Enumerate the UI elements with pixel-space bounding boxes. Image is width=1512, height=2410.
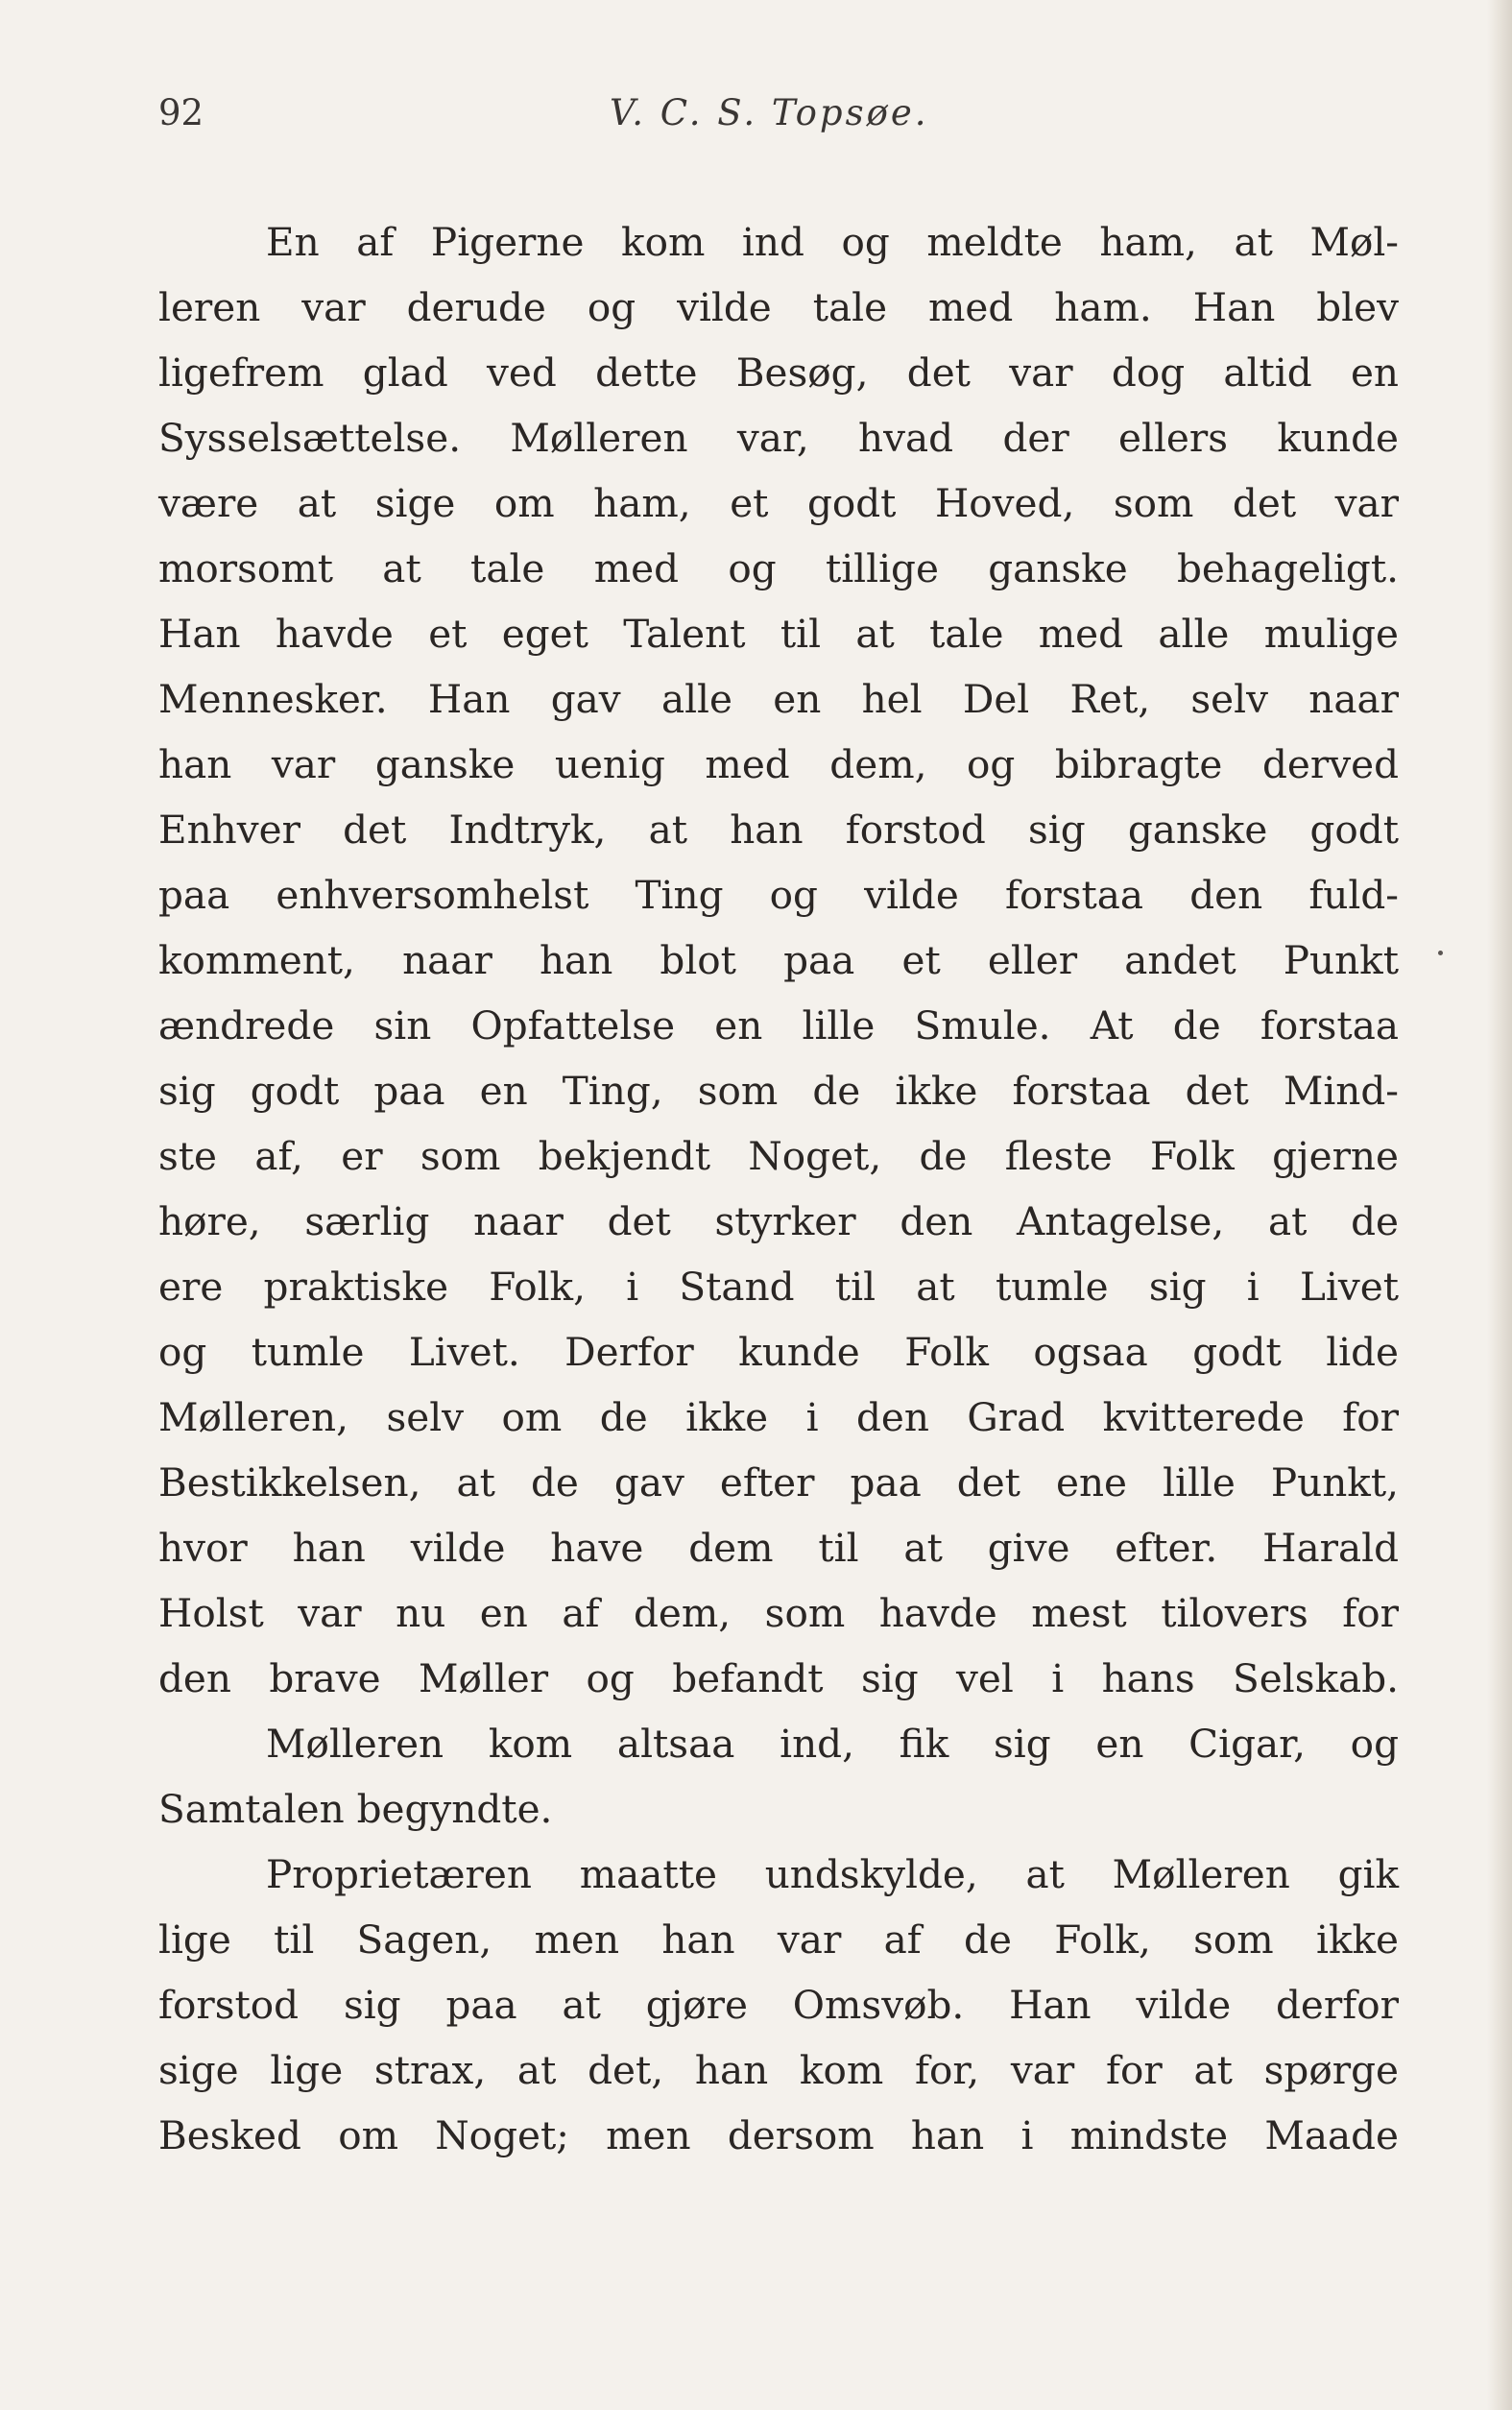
text-line: komment, naar han blot paa et eller andet Punkt	[158, 937, 1399, 983]
text-line: forstod sig paa at gjøre Omsvøb. Han vilde derfor	[158, 1982, 1399, 2028]
running-head: V. C. S. Topsøe.	[610, 92, 929, 133]
text-line: han var ganske uenig med dem, og bibragte derved	[158, 741, 1399, 787]
text-line: leren var derude og vilde tale med ham. Han blev	[158, 284, 1399, 330]
text-line: lige til Sagen, men han var af de Folk, som ikke	[158, 1916, 1399, 1963]
text-line: morsomt at tale med og tillige ganske behageligt.	[158, 545, 1399, 591]
text-line: den brave Møller og befandt sig vel i hans Selskab.	[158, 1655, 1399, 1701]
text-line: Proprietæren maatte undskylde, at Mølleren gik	[266, 1851, 1399, 1897]
text-line: Sysselsættelse. Mølleren var, hvad der ellers kunde	[158, 415, 1399, 461]
text-line: ændrede sin Opfattelse en lille Smule. At de forstaa	[158, 1002, 1399, 1048]
page-number: 92	[158, 92, 204, 133]
text-line: og tumle Livet. Derfor kunde Folk ogsaa godt lide	[158, 1329, 1399, 1375]
text-line: være at sige om ham, et godt Hoved, som det var	[158, 480, 1399, 526]
text-line: ere praktiske Folk, i Stand til at tumle sig i Livet	[158, 1264, 1399, 1310]
text-line: Bestikkelsen, at de gav efter paa det ene lille Punkt,	[158, 1459, 1399, 1506]
text-line: paa enhversomhelst Ting og vilde forstaa den fuld-	[158, 872, 1399, 918]
text-line: sig godt paa en Ting, som de ikke forstaa det Mind-	[158, 1068, 1399, 1114]
body-text	[158, 209, 1399, 2168]
text-line: Samtalen begyndte.	[158, 1786, 553, 1832]
text-line: En af Pigerne kom ind og meldte ham, at Møl-	[266, 219, 1399, 265]
text-line: Mølleren, selv om de ikke i den Grad kvitterede for	[158, 1394, 1399, 1440]
text-line: hvor han vilde have dem til at give efter. Harald	[158, 1525, 1399, 1571]
text-line: Han havde et eget Talent til at tale med alle mulige	[158, 611, 1399, 657]
text-line: høre, særlig naar det styrker den Antagelse, at de	[158, 1198, 1399, 1244]
text-line: sige lige strax, at det, han kom for, var for at spørge	[158, 2047, 1399, 2093]
margin-mark	[1438, 951, 1443, 955]
text-line: Holst var nu en af dem, som havde mest tilovers for	[158, 1590, 1399, 1636]
text-line: Enhver det Indtryk, at han forstod sig ganske godt	[158, 807, 1399, 853]
text-line: Mølleren kom altsaa ind, fik sig en Cigar, og	[266, 1721, 1399, 1767]
text-line: ste af, er som bekjendt Noget, de fleste Folk gjerne	[158, 1133, 1399, 1179]
page-edge-shadow	[1487, 0, 1512, 2410]
text-line: Mennesker. Han gav alle en hel Del Ret, selv naar	[158, 676, 1399, 722]
text-line: Besked om Noget; men dersom han i mindste Maade	[158, 2112, 1399, 2158]
text-line: ligefrem glad ved dette Besøg, det var dog altid en	[158, 349, 1399, 396]
page-header	[158, 92, 1397, 150]
